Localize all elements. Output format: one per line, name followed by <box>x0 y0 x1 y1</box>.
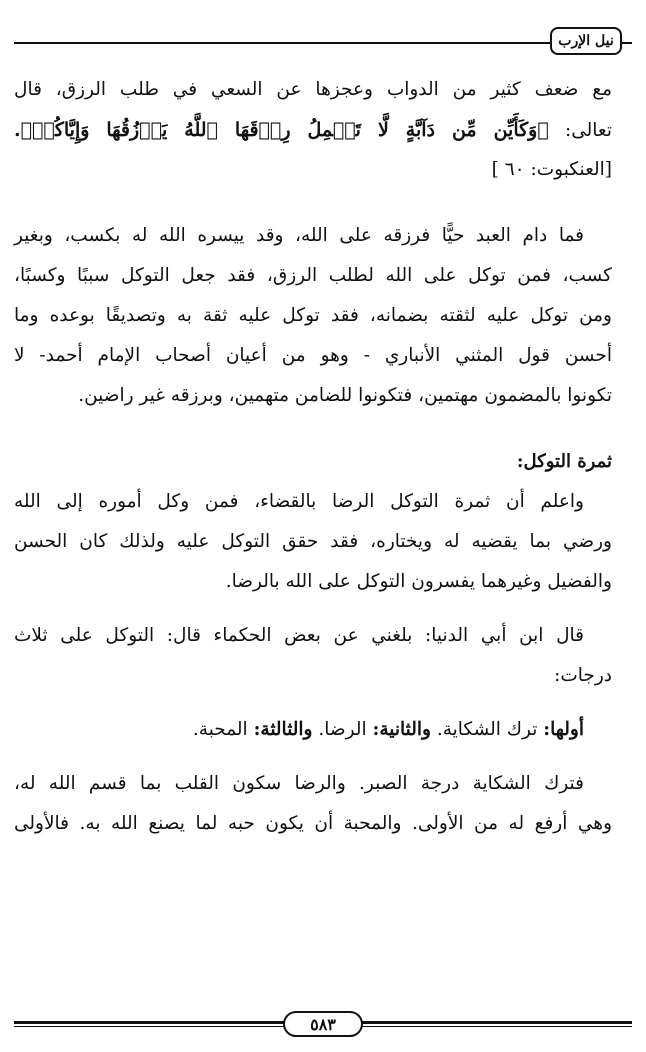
text-line: فترك الشكاية درجة الصبر. والرضا سكون القلب بما قسم الله له، <box>14 773 584 794</box>
paragraph-spacer <box>14 602 612 616</box>
page-number-badge <box>283 1011 363 1037</box>
header-rule-short <box>622 42 632 44</box>
text-line: واعلم أن ثمرة التوكل الرضا بالقضاء، فمن وكل أموره إلى الله <box>14 491 584 512</box>
page-number: ٥٨٣ <box>310 1014 336 1034</box>
paragraph-spacer <box>14 750 612 764</box>
page-header <box>14 22 632 62</box>
degree-1-text: ترك الشكاية. <box>436 719 538 740</box>
text-line: أحسن قول المثني الأنباري - وهو من أعيان أصحاب الإمام أحمد- لا <box>14 345 612 366</box>
degree-3-text: المحبة. <box>192 719 248 740</box>
degree-2-label: والثانية: <box>372 719 431 740</box>
verse-citation: [العنكبوت: ٦٠ ] <box>491 159 612 180</box>
quran-verse: ﴿وَكَأَيِّن مِّن دَآبَّةٍ لَّا تَحۡمِلُ رِزۡقَهَا ٱللَّهُ يَرۡزُقُهَا وَإِيَّاكُمۡ﴾. <box>14 119 549 141</box>
text-line: ومن توكل عليه لثقته بضمانه، فقد توكل عليه ثقة به وتصديقًا بوعده وما <box>14 305 612 326</box>
text-line-with-verse <box>14 110 612 150</box>
page-body <box>14 70 612 844</box>
text-line: تكونوا بالمضمون مهتمين، فتكونوا للضامن متهمين، وبرزقه غير راضين. <box>78 385 612 406</box>
degree-3-label: والثالثة: <box>253 719 313 740</box>
verse-intro: تعالى: <box>565 120 612 141</box>
paragraph-5 <box>14 710 612 750</box>
text-line: والفضيل وغيرهما يفسرون التوكل على الله بالرضا. <box>225 571 612 592</box>
paragraph-spacer <box>14 696 612 710</box>
text-line: كسب، فمن توكل على الله لطلب الرزق، فقد جعل التوكل سببًا وكسبًا، <box>14 265 612 286</box>
text-line: قال ابن أبي الدنيا: بلغني عن بعض الحكماء قال: التوكل على ثلاث <box>14 625 584 646</box>
header-rule <box>14 42 550 44</box>
paragraph-4 <box>14 616 612 696</box>
text-line: مع ضعف كثير من الدواب وعجزها عن السعي في طلب الرزق، قال <box>14 79 612 100</box>
section-heading: ثمرة التوكل: <box>516 451 612 472</box>
text-line: وهي أرفع له من الأولى. والمحبة أن يكون حبه لما يصنع الله به. فالأولى <box>14 813 612 834</box>
degree-1-label: أولها: <box>543 719 584 740</box>
running-title-text: نيل الإرب <box>558 33 614 49</box>
degree-2-text: الرضا. <box>318 719 367 740</box>
paragraph-spacer <box>14 190 612 216</box>
paragraph-6 <box>14 764 612 844</box>
paragraph-3 <box>14 482 612 602</box>
paragraph-1 <box>14 70 612 190</box>
text-line: فما دام العبد حيًّا فرزقه على الله، وقد ييسره الله له بكسب، وبغير <box>14 225 584 246</box>
text-line: ورضي بما يقضيه له ويختاره، فقد حقق التوكل عليه ولذلك كان الحسن <box>14 531 612 552</box>
paragraph-spacer <box>14 416 612 442</box>
paragraph-2 <box>14 216 612 416</box>
degrees-line <box>14 710 612 750</box>
running-title <box>550 27 622 55</box>
page-footer <box>14 1010 632 1040</box>
text-line: درجات: <box>554 665 612 686</box>
